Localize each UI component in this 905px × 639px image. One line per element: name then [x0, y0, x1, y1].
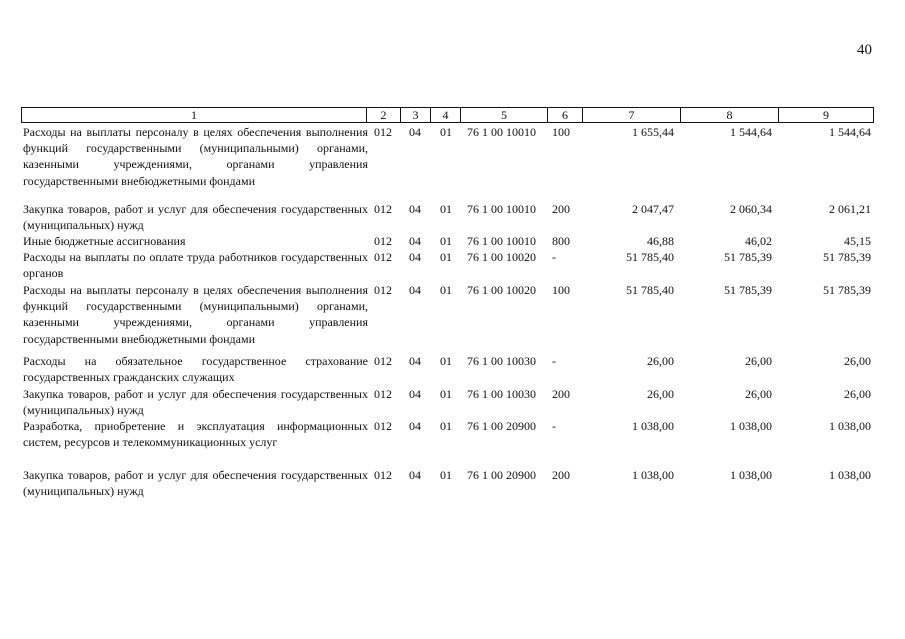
section-code: 04: [409, 125, 421, 139]
expense-type-code: -: [552, 250, 556, 264]
column-header-cell: 6: [548, 108, 583, 123]
column-header-table: [21, 107, 874, 123]
column-header-cell: 9: [779, 108, 874, 123]
amount-col8: 1 544,64: [730, 125, 772, 139]
target-article-code: 76 1 00 10020: [467, 250, 536, 264]
column-header-cell: 7: [583, 108, 681, 123]
amount-col8: 1 038,00: [730, 468, 772, 482]
amount-col7: 26,00: [647, 354, 674, 368]
section-code: 04: [409, 419, 421, 433]
amount-col7: 1 655,44: [632, 125, 674, 139]
amount-col8: 51 785,39: [724, 283, 772, 297]
amount-col9: 51 785,39: [823, 283, 871, 297]
ministry-code: 012: [374, 125, 392, 139]
section-code: 04: [409, 468, 421, 482]
expense-name: Разработка, приобретение и эксплуатация информационных систем, ресурсов и телекоммуникационных услуг: [23, 419, 368, 450]
column-header-cell: 3: [401, 108, 431, 123]
expense-name: Иные бюджетные ассигнования: [23, 234, 186, 248]
section-code: 04: [409, 354, 421, 368]
amount-col7: 1 038,00: [632, 468, 674, 482]
section-code: 04: [409, 387, 421, 401]
ministry-code: 012: [374, 234, 392, 248]
amount-col9: 26,00: [844, 354, 871, 368]
target-article-code: 76 1 00 20900: [467, 468, 536, 482]
subsection-code: 01: [440, 354, 452, 368]
amount-col7: 1 038,00: [632, 419, 674, 433]
expense-name: Закупка товаров, работ и услуг для обеспечения государственных (муниципальных) нужд: [23, 387, 368, 418]
column-header-cell: 5: [461, 108, 548, 123]
subsection-code: 01: [440, 468, 452, 482]
amount-col8: 2 060,34: [730, 202, 772, 216]
subsection-code: 01: [440, 250, 452, 264]
amount-col7: 46,88: [647, 234, 674, 248]
target-article-code: 76 1 00 10010: [467, 234, 536, 248]
amount-col7: 51 785,40: [626, 283, 674, 297]
expense-name: Расходы на выплаты персоналу в целях обеспечения выполнения функций государственными (муниципальными) органами, казенными учреждениями, органами управления государственными внебюджетными фондами: [23, 125, 368, 188]
ministry-code: 012: [374, 283, 392, 297]
ministry-code: 012: [374, 202, 392, 216]
ministry-code: 012: [374, 419, 392, 433]
column-header-row: [22, 108, 874, 123]
expense-name: Расходы на обязательное государственное страхование государственных гражданских служащих: [23, 354, 368, 385]
target-article-code: 76 1 00 10030: [467, 354, 536, 368]
amount-col9: 45,15: [844, 234, 871, 248]
amount-col8: 26,00: [745, 354, 772, 368]
expense-type-code: -: [552, 354, 556, 368]
amount-col8: 1 038,00: [730, 419, 772, 433]
expense-type-code: 200: [552, 202, 570, 216]
amount-col7: 26,00: [647, 387, 674, 401]
amount-col8: 26,00: [745, 387, 772, 401]
amount-col9: 2 061,21: [829, 202, 871, 216]
subsection-code: 01: [440, 125, 452, 139]
column-header-cell: 2: [367, 108, 401, 123]
column-header-cell: 8: [681, 108, 779, 123]
ministry-code: 012: [374, 468, 392, 482]
amount-col8: 46,02: [745, 234, 772, 248]
ministry-code: 012: [374, 354, 392, 368]
amount-col7: 51 785,40: [626, 250, 674, 264]
target-article-code: 76 1 00 10010: [467, 125, 536, 139]
expense-name: Закупка товаров, работ и услуг для обеспечения государственных (муниципальных) нужд: [23, 202, 368, 233]
subsection-code: 01: [440, 419, 452, 433]
subsection-code: 01: [440, 283, 452, 297]
target-article-code: 76 1 00 20900: [467, 419, 536, 433]
expense-type-code: 200: [552, 468, 570, 482]
column-header-cell: 4: [431, 108, 461, 123]
amount-col9: 26,00: [844, 387, 871, 401]
page-number: 40: [857, 42, 872, 58]
amount-col7: 2 047,47: [632, 202, 674, 216]
expense-name: Расходы на выплаты персоналу в целях обеспечения выполнения функций государственными (муниципальными) органами, казенными учреждениями, органами управления государственными внебюджетными фондами: [23, 283, 368, 346]
target-article-code: 76 1 00 10030: [467, 387, 536, 401]
amount-col9: 1 038,00: [829, 419, 871, 433]
target-article-code: 76 1 00 10020: [467, 283, 536, 297]
target-article-code: 76 1 00 10010: [467, 202, 536, 216]
section-code: 04: [409, 202, 421, 216]
expense-type-code: -: [552, 419, 556, 433]
subsection-code: 01: [440, 202, 452, 216]
amount-col9: 1 544,64: [829, 125, 871, 139]
section-code: 04: [409, 234, 421, 248]
section-code: 04: [409, 283, 421, 297]
column-header-cell: 1: [22, 108, 367, 123]
amount-col9: 1 038,00: [829, 468, 871, 482]
expense-type-code: 100: [552, 283, 570, 297]
expense-type-code: 200: [552, 387, 570, 401]
expense-type-code: 800: [552, 234, 570, 248]
subsection-code: 01: [440, 387, 452, 401]
section-code: 04: [409, 250, 421, 264]
subsection-code: 01: [440, 234, 452, 248]
ministry-code: 012: [374, 387, 392, 401]
amount-col8: 51 785,39: [724, 250, 772, 264]
ministry-code: 012: [374, 250, 392, 264]
expense-type-code: 100: [552, 125, 570, 139]
expense-name: Закупка товаров, работ и услуг для обеспечения государственных (муниципальных) нужд: [23, 468, 368, 499]
amount-col9: 51 785,39: [823, 250, 871, 264]
expense-name: Расходы на выплаты по оплате труда работников государственных органов: [23, 250, 368, 281]
